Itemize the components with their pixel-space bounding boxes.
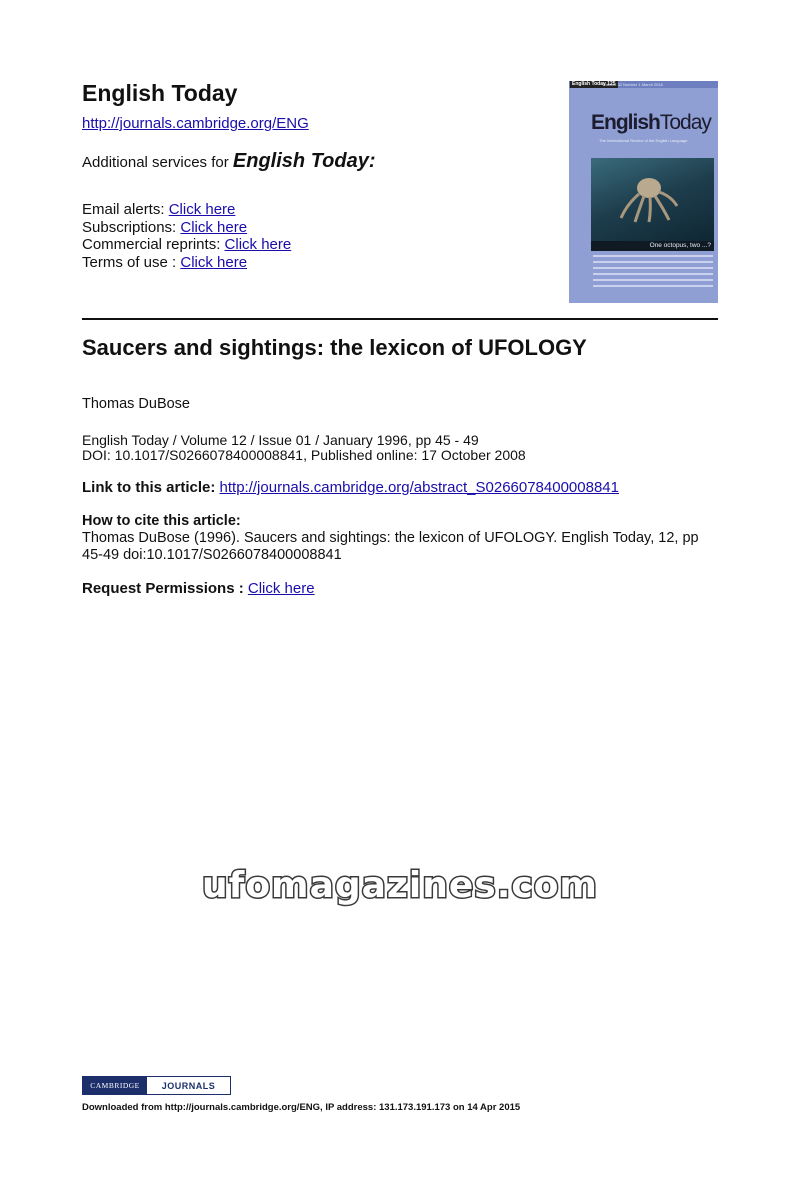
- how-to-cite: [82, 513, 722, 564]
- article-link-row: [82, 479, 619, 496]
- permissions-row: [82, 580, 315, 597]
- commercial-reprints-label: Commercial reprints:: [82, 236, 225, 253]
- cover-title-bold: English: [591, 111, 660, 134]
- article-author: Thomas DuBose: [82, 396, 190, 412]
- svg-text:ufomagazines.com: ufomagazines.com: [202, 865, 598, 906]
- article-link[interactable]: http://journals.cambridge.org/abstract_S0266078400008841: [219, 479, 619, 496]
- email-alerts-link[interactable]: Click here: [168, 201, 236, 218]
- commercial-reprints-row: [82, 236, 291, 254]
- journal-title: English Today: [82, 80, 238, 106]
- cover-header-tag: English Today 125: [572, 81, 616, 87]
- services-prefix: Additional services for: [82, 154, 233, 171]
- octopus-icon: [617, 174, 679, 224]
- cambridge-journals-logo: [82, 1076, 231, 1095]
- cover-contents-lines: [593, 255, 713, 291]
- article-link-label: Link to this article:: [82, 479, 220, 496]
- logo-cambridge: CAMBRIDGE: [83, 1077, 147, 1094]
- terms-of-use-label: Terms of use :: [82, 253, 181, 271]
- terms-of-use-row: [82, 254, 291, 272]
- cover-header-text: Volume 32 Number 1 March 2016: [603, 82, 663, 87]
- cover-caption: One octopus, two ...?: [649, 242, 711, 249]
- citation-info: [82, 433, 526, 463]
- terms-of-use-link[interactable]: Click here: [180, 253, 248, 271]
- watermark-logo: [0, 855, 800, 915]
- citation-doi-line: DOI: 10.1017/S0266078400008841, Published online: 17 October 2008: [82, 447, 526, 463]
- services-journal-name: English Today:: [232, 150, 376, 172]
- cite-text: Thomas DuBose (1996). Saucers and sightings: the lexicon of UFOLOGY. English Today, 12, pp 45-49 doi:10.1017/S0266078400008841: [82, 530, 699, 563]
- permissions-label: Request Permissions :: [82, 580, 248, 597]
- email-alerts-label: Email alerts:: [82, 201, 169, 218]
- logo-journals: JOURNALS: [147, 1077, 230, 1094]
- permissions-link[interactable]: Click here: [247, 580, 315, 597]
- subscriptions-link[interactable]: Click here: [180, 218, 248, 236]
- services-links: [82, 201, 291, 271]
- subscriptions-row: [82, 219, 291, 237]
- cover-caption-bar: [591, 241, 714, 251]
- cover-octopus-photo: [591, 158, 714, 250]
- divider: [82, 318, 718, 320]
- cover-title-light: Today: [659, 111, 711, 134]
- cite-heading: How to cite this article:: [82, 513, 241, 529]
- commercial-reprints-link[interactable]: Click here: [224, 236, 292, 253]
- email-alerts-row: [82, 201, 291, 219]
- journal-cover-image: [569, 81, 718, 303]
- download-notice: Downloaded from http://journals.cambridge.org/ENG, IP address: 131.173.191.173 on 14 Apr 2015: [82, 1102, 521, 1113]
- additional-services: [82, 150, 376, 173]
- citation-volume-line: English Today / Volume 12 / Issue 01 / January 1996, pp 45 - 49: [82, 432, 479, 448]
- cover-title: [591, 111, 711, 135]
- article-title: Saucers and sightings: the lexicon of UFOLOGY: [82, 335, 587, 360]
- subscriptions-label: Subscriptions:: [82, 218, 181, 236]
- journal-url-link[interactable]: http://journals.cambridge.org/ENG: [82, 115, 309, 132]
- cover-subtitle: The International Review of the English Language: [599, 138, 688, 143]
